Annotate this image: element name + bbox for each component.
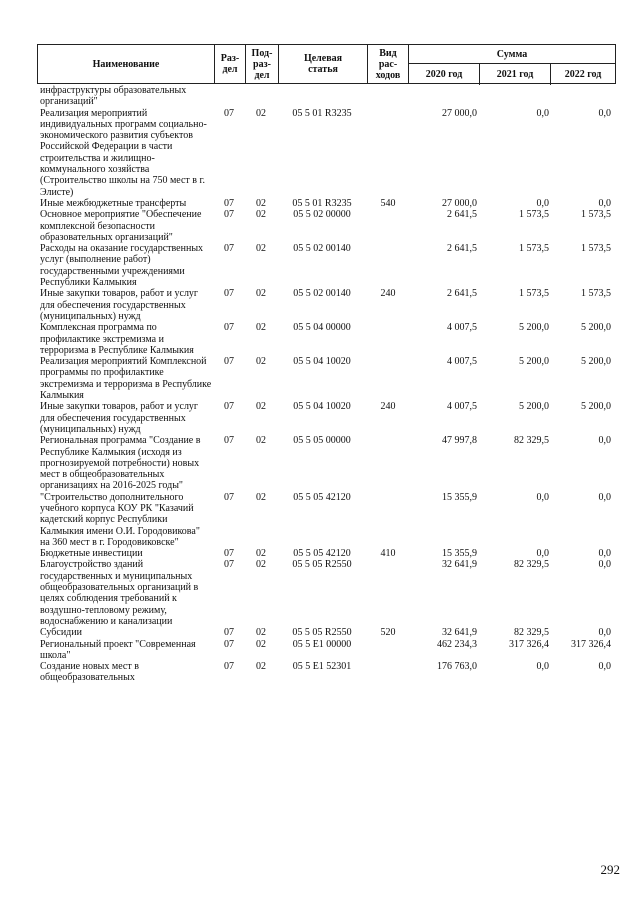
- row-prz: 02: [256, 209, 266, 221]
- row-vr: 410: [380, 548, 396, 560]
- row-prz: 02: [256, 356, 266, 368]
- row-name: Иные закупки товаров, работ и услуг для обеспечения государственных (муниципальных) нужд: [40, 401, 199, 435]
- table-row: [37, 85, 616, 108]
- row-prz: 02: [256, 243, 266, 255]
- row-cs: 05 5 05 R2550: [292, 559, 352, 571]
- row-rz: 07: [224, 559, 234, 571]
- table-row: [37, 243, 616, 288]
- header-name: Наименование: [92, 58, 160, 70]
- row-cs: 05 5 04 10020: [293, 401, 351, 413]
- row-name: Региональная программа "Создание в Республике Калмыкия (исходя из прогнозируемой потребности) новых мест в общеобразовательных организациях на 2016-2025 годы": [40, 435, 201, 492]
- row-name: Благоустройство зданий государственных и муниципальных общеобразовательных организаций в целях соблюдения требований к воздушно-тепловому режиму, водоснабжению и канализации: [40, 559, 199, 627]
- row-s21: 1 573,5: [519, 243, 549, 255]
- row-s21: 82 329,5: [514, 435, 549, 447]
- row-s21: 5 200,0: [519, 356, 549, 368]
- row-name: Реализация мероприятий Комплексной программы по профилактике экстремизма и терроризма в Республике Калмыкия: [40, 356, 212, 402]
- row-s22: 0,0: [598, 435, 611, 447]
- header-target: Целевая статья: [303, 53, 343, 75]
- row-cs: 05 5 04 00000: [293, 322, 351, 334]
- row-rz: 07: [224, 491, 234, 503]
- row-s21: 317 326,4: [509, 638, 549, 650]
- row-name: Расходы на оказание государственных услуг (выполнение работ) государственными учреждениями Республики Калмыкия: [40, 243, 204, 289]
- table-row: [37, 548, 616, 559]
- row-rz: 07: [224, 356, 234, 368]
- row-s20: 4 007,5: [447, 401, 477, 413]
- row-prz: 02: [256, 627, 266, 639]
- row-rz: 07: [224, 243, 234, 255]
- row-s22: 1 573,5: [581, 209, 611, 221]
- row-rz: 07: [224, 548, 234, 560]
- row-vr: 540: [380, 197, 396, 209]
- row-rz: 07: [224, 197, 234, 209]
- row-s22: 5 200,0: [581, 401, 611, 413]
- row-s22: 0,0: [598, 627, 611, 639]
- row-rz: 07: [224, 638, 234, 650]
- table-header: [37, 44, 616, 84]
- row-s21: 82 329,5: [514, 559, 549, 571]
- header-2021: 2021 год: [496, 68, 534, 80]
- row-name: инфраструктуры образовательных организаций": [40, 85, 187, 108]
- row-s20: 47 997,8: [442, 435, 477, 447]
- row-s22: 0,0: [598, 197, 611, 209]
- row-prz: 02: [256, 491, 266, 503]
- table-row: [37, 435, 616, 491]
- row-cs: 05 5 05 42120: [293, 548, 351, 560]
- row-prz: 02: [256, 401, 266, 413]
- row-s20: 2 641,5: [447, 288, 477, 300]
- row-rz: 07: [224, 401, 234, 413]
- row-cs: 05 5 02 00140: [293, 288, 351, 300]
- row-cs: 05 5 05 R2550: [292, 627, 352, 639]
- row-s22: 1 573,5: [581, 288, 611, 300]
- row-prz: 02: [256, 322, 266, 334]
- row-s22: 5 200,0: [581, 322, 611, 334]
- row-s22: 0,0: [598, 661, 611, 673]
- header-vid: Вид рас- ходов: [375, 47, 401, 81]
- row-s21: 82 329,5: [514, 627, 549, 639]
- row-s21: 0,0: [536, 661, 549, 673]
- row-s22: 0,0: [598, 559, 611, 571]
- row-s21: 0,0: [536, 107, 549, 119]
- row-s20: 27 000,0: [442, 107, 477, 119]
- row-prz: 02: [256, 638, 266, 650]
- row-s22: 0,0: [598, 107, 611, 119]
- row-prz: 02: [256, 197, 266, 209]
- table-row: [37, 322, 616, 356]
- header-2020: 2020 год: [425, 68, 463, 80]
- row-name: Основное мероприятие "Обеспечение комплексной безопасности образовательных организаций": [40, 209, 202, 243]
- row-rz: 07: [224, 627, 234, 639]
- row-name: Комплексная программа по профилактике экстремизма и терроризма в Республике Калмыкия: [40, 322, 194, 356]
- row-vr: 520: [380, 627, 396, 639]
- row-s21: 1 573,5: [519, 288, 549, 300]
- row-s20: 15 355,9: [442, 491, 477, 503]
- row-s20: 462 234,3: [437, 638, 477, 650]
- row-prz: 02: [256, 661, 266, 673]
- header-2022: 2022 год: [564, 68, 602, 80]
- row-cs: 05 5 05 00000: [293, 435, 351, 447]
- row-cs: 05 5 05 42120: [293, 491, 351, 503]
- page-number: 292: [600, 862, 620, 877]
- row-prz: 02: [256, 288, 266, 300]
- row-name: Субсидии: [40, 627, 82, 639]
- row-s20: 4 007,5: [447, 356, 477, 368]
- row-prz: 02: [256, 548, 266, 560]
- row-s21: 5 200,0: [519, 401, 549, 413]
- row-prz: 02: [256, 435, 266, 447]
- table-row: [37, 288, 616, 322]
- row-prz: 02: [256, 107, 266, 119]
- table-row: [37, 108, 616, 198]
- row-s20: 15 355,9: [442, 548, 477, 560]
- row-s20: 32 641,9: [442, 627, 477, 639]
- row-cs: 05 5 01 R3235: [292, 197, 352, 209]
- row-rz: 07: [224, 288, 234, 300]
- row-name: Реализация мероприятий индивидуальных программ социально-экономического развития субъектов Российской Федерации в части строительства и жилищно-коммунального хозяйства (Строительство школы на 750 мест в г. Элисте): [40, 107, 207, 198]
- row-s20: 27 000,0: [442, 197, 477, 209]
- row-name: "Строительство дополнительного учебного корпуса КОУ РК "Казачий кадетский корпус Республики Калмыкия имени О.И. Городовикова" на 360 мест в г. Городовиковске": [40, 491, 200, 548]
- row-s21: 1 573,5: [519, 209, 549, 221]
- row-s21: 0,0: [536, 491, 549, 503]
- row-cs: 05 5 02 00000: [293, 209, 351, 221]
- row-s21: 0,0: [536, 548, 549, 560]
- header-summa: Сумма: [496, 48, 528, 60]
- table-row: [37, 198, 616, 209]
- row-s22: 5 200,0: [581, 356, 611, 368]
- table-row: [37, 661, 616, 684]
- row-s20: 4 007,5: [447, 322, 477, 334]
- row-s21: 5 200,0: [519, 322, 549, 334]
- row-name: Иные закупки товаров, работ и услуг для обеспечения государственных (муниципальных) нужд: [40, 288, 199, 322]
- table-body: [37, 85, 616, 684]
- row-rz: 07: [224, 322, 234, 334]
- row-s22: 0,0: [598, 548, 611, 560]
- table-row: [37, 559, 616, 627]
- row-rz: 07: [224, 661, 234, 673]
- table-row: [37, 492, 616, 548]
- row-s22: 1 573,5: [581, 243, 611, 255]
- row-s20: 176 763,0: [437, 661, 477, 673]
- row-rz: 07: [224, 107, 234, 119]
- row-s20: 2 641,5: [447, 243, 477, 255]
- table-row: [37, 627, 616, 638]
- row-cs: 05 5 04 10020: [293, 356, 351, 368]
- row-s22: 317 326,4: [571, 638, 611, 650]
- row-rz: 07: [224, 435, 234, 447]
- table-row: [37, 356, 616, 401]
- row-vr: 240: [380, 288, 396, 300]
- row-cs: 05 5 E1 52301: [292, 661, 352, 673]
- row-s21: 0,0: [536, 197, 549, 209]
- row-prz: 02: [256, 559, 266, 571]
- row-cs: 05 5 02 00140: [293, 243, 351, 255]
- row-name: Бюджетные инвестиции: [40, 548, 143, 560]
- row-s22: 0,0: [598, 491, 611, 503]
- row-cs: 05 5 E1 00000: [292, 638, 352, 650]
- row-rz: 07: [224, 209, 234, 221]
- row-name: Иные межбюджетные трансферты: [40, 197, 187, 209]
- row-s20: 2 641,5: [447, 209, 477, 221]
- row-cs: 05 5 01 R3235: [292, 107, 352, 119]
- table-row: [37, 209, 616, 243]
- header-podrazdel: Под- раз- дел: [251, 47, 273, 81]
- row-vr: 240: [380, 401, 396, 413]
- row-s20: 32 641,9: [442, 559, 477, 571]
- table-row: [37, 401, 616, 435]
- row-name: Региональный проект "Современная школа": [40, 638, 196, 661]
- header-razdel: Раз- дел: [220, 53, 240, 75]
- row-name: Создание новых мест в общеобразовательных: [40, 661, 139, 684]
- table-row: [37, 639, 616, 662]
